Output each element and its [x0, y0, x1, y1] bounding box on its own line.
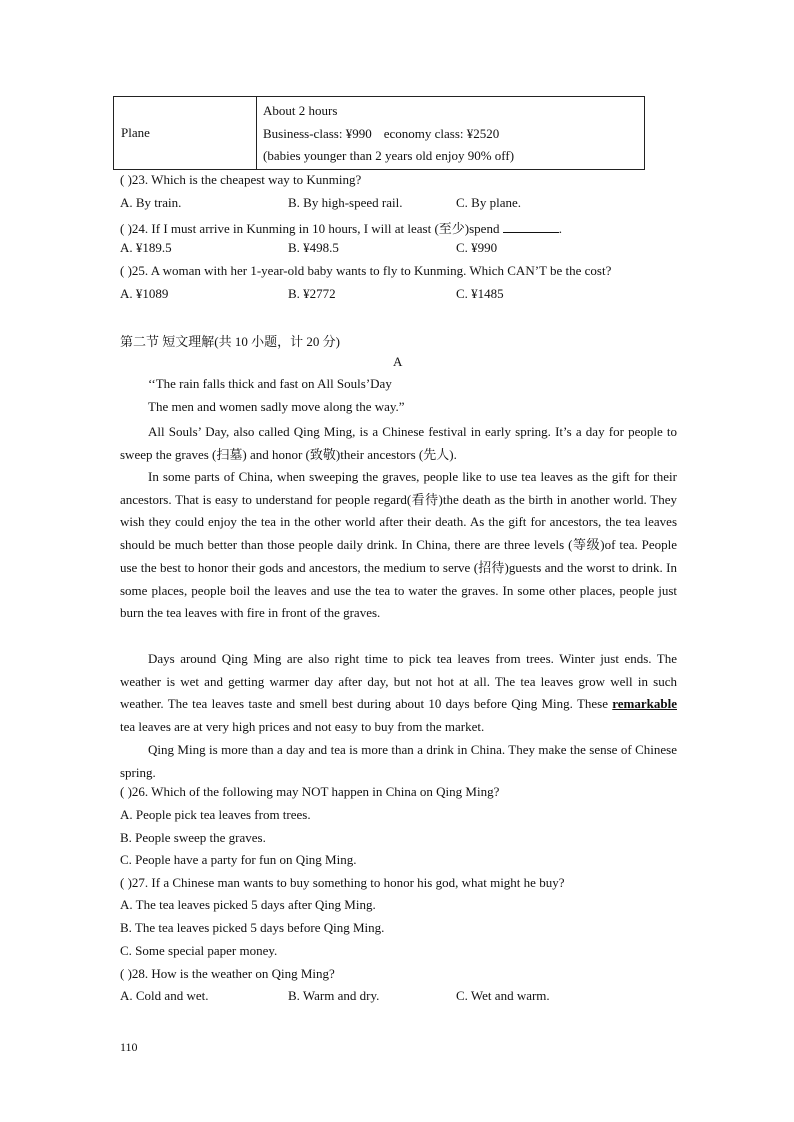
q25-option-b: B. ¥2772: [288, 286, 336, 301]
p3-after: tea leaves are at very high prices and not easy to buy from the market.: [120, 719, 485, 735]
q25-option-a: A. ¥1089: [120, 286, 169, 301]
question-25: ( )25. A woman with her 1-year-old baby wants to fly to Kunming. Which CAN’T be the cost?: [120, 263, 612, 278]
section-title: 第二节 短文理解(共 10 小题，计 20 分): [120, 334, 340, 349]
baby-discount-note: (babies younger than 2 years old enjoy 90% off): [263, 148, 515, 163]
q24-stem: ( )24. If I must arrive in Kunming in 10 hours, I will at least (至少)spend: [120, 221, 500, 236]
answer-blank: [503, 220, 559, 233]
table-row: [114, 97, 645, 170]
question-24: [120, 218, 562, 237]
flight-time: About 2 hours: [263, 103, 338, 118]
q26-option-b: B. People sweep the graves.: [120, 830, 266, 845]
q27-option-c: C. Some special paper money.: [120, 943, 278, 958]
passage-paragraph-4: Qing Ming is more than a day and tea is more than a drink in China. They make the sense of Chinese spring.: [120, 742, 677, 780]
q25-option-c: C. ¥1485: [456, 286, 504, 301]
question-28: ( )28. How is the weather on Qing Ming?: [120, 966, 335, 981]
flight-prices: [263, 123, 644, 146]
q24-end: .: [558, 221, 562, 236]
question-26: ( )26. Which of the following may NOT happen in China on Qing Ming?: [120, 784, 500, 799]
q24-option-a: A. ¥189.5: [120, 240, 172, 255]
q28-option-b: B. Warm and dry.: [288, 988, 380, 1003]
q28-option-a: A. Cold and wet.: [120, 988, 209, 1003]
q23-option-a: A. By train.: [120, 195, 182, 210]
business-price: Business-class: ¥990: [263, 125, 372, 141]
table-cell-mode: Plane: [114, 97, 257, 170]
q23-option-c: C. By plane.: [456, 195, 521, 210]
economy-price: economy class: ¥2520: [383, 125, 500, 141]
fare-table: [113, 96, 645, 170]
poem-line-2: The men and women sadly move along the way.”: [148, 399, 405, 414]
question-23: ( )23. Which is the cheapest way to Kunming?: [120, 172, 362, 187]
poem-line-1: ‘‘The rain falls thick and fast on All Souls’Day: [148, 376, 392, 391]
q26-option-c: C. People have a party for fun on Qing Ming.: [120, 852, 357, 867]
table-cell-info: [257, 97, 645, 170]
passage-paragraph-3: [120, 648, 677, 739]
page-number: 110: [120, 1040, 138, 1054]
q24-option-c: C. ¥990: [456, 240, 498, 255]
q26-option-a: A. People pick tea leaves from trees.: [120, 807, 311, 822]
p3-before: Days around Qing Ming are also right time to pick tea leaves from trees. Winter just ends. The weather is wet and getting warmer day after day, but not hot at all. The tea leaves grow well in such weather. The tea leaves taste and smell best during about 10 days before Qing Ming. These: [120, 651, 677, 712]
passage-paragraph-1: All Souls’ Day, also called Qing Ming, is a Chinese festival in early spring. It’s a day for people to sweep the graves (扫墓) and honor (致敬)their ancestors (先人).: [120, 424, 677, 462]
q28-option-c: C. Wet and warm.: [456, 988, 550, 1003]
q23-option-b: B. By high-speed rail.: [288, 195, 403, 210]
q24-option-b: B. ¥498.5: [288, 240, 339, 255]
q27-option-b: B. The tea leaves picked 5 days before Qing Ming.: [120, 920, 385, 935]
passage-label: A: [393, 354, 403, 369]
q27-option-a: A. The tea leaves picked 5 days after Qing Ming.: [120, 897, 376, 912]
remarkable-word: remarkable: [612, 696, 677, 712]
question-27: ( )27. If a Chinese man wants to buy something to honor his god, what might he buy?: [120, 875, 565, 890]
passage-paragraph-2: In some parts of China, when sweeping the graves, people like to use tea leaves as the gift for their ancestors. That is easy to understand for people regard(看待)the death as the birth in another world. They wish they could enjoy the tea in the other world after their death. As the gift for ancestors, the tea leaves should be much better than those people daily drink. In China, there are three levels (等级)of tea. People use the best to honor their gods and ancestors, the medium to serve (招待)guests and the worst to drink. In some places, people boil the leaves and use the tea to water the graves. In some other places, people just burn the tea leaves with fire in front of the graves.: [120, 469, 677, 621]
